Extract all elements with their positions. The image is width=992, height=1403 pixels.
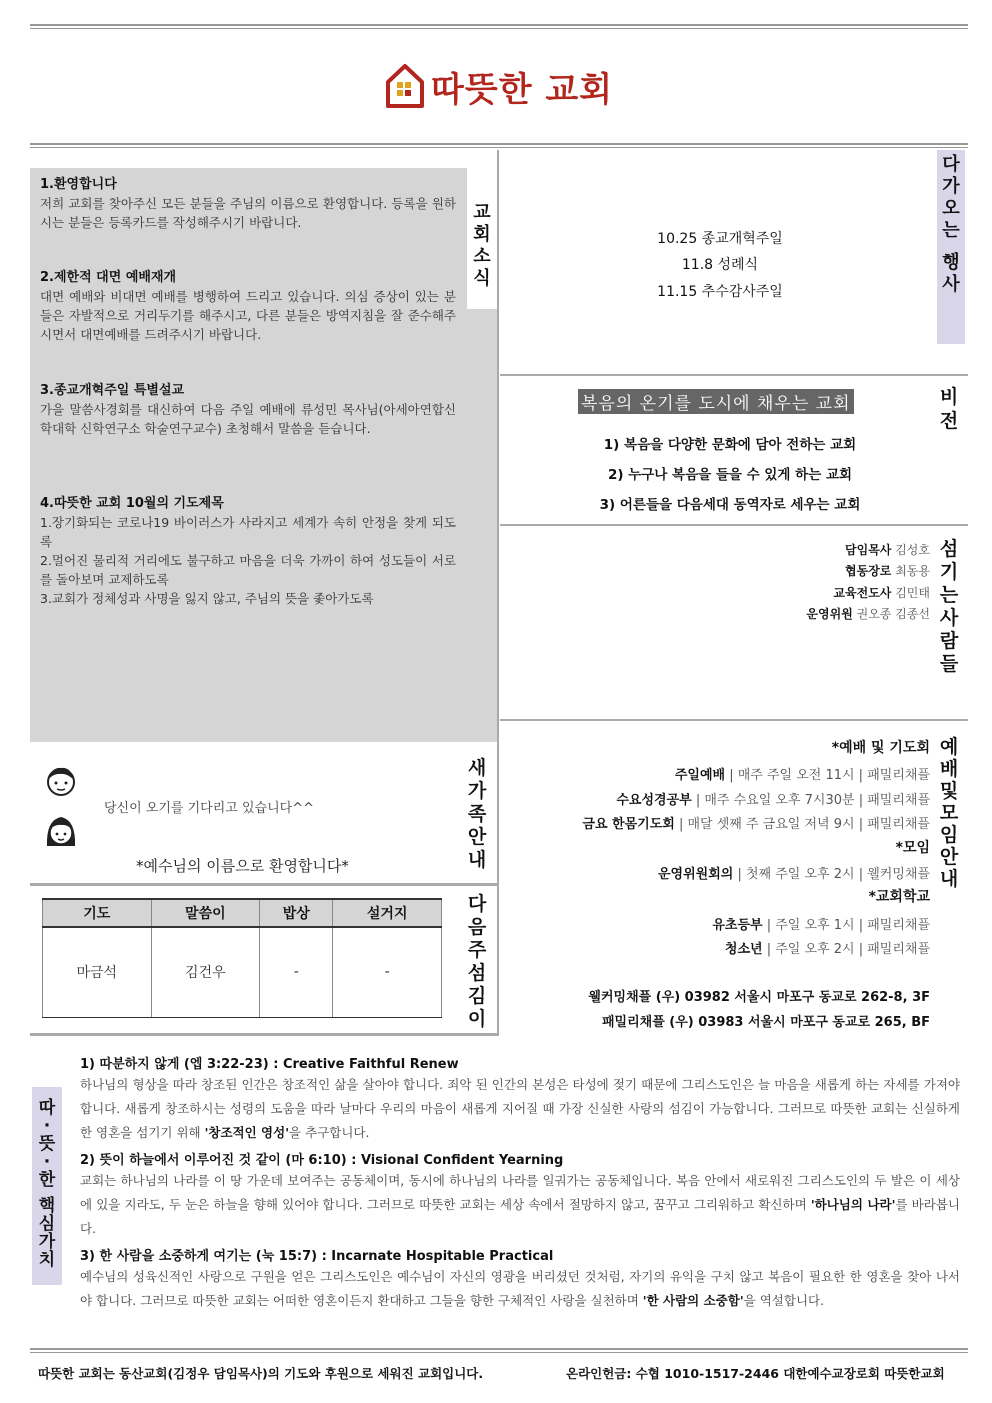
duty-cell: 김건우 [151,927,260,1017]
server-row: 교육전도사 김민태 [833,586,930,600]
newfamily-label: 새 가 족 안 내 [467,757,487,871]
duty-header: 설거지 [333,899,442,927]
event-item: 10.25 종교개혁주일 [657,231,783,247]
duty-header: 기도 [43,899,152,927]
vertical-divider [497,150,499,1035]
vision-item: 2) 누구나 복음을 들을 수 있게 하는 교회 [607,467,853,483]
duty-header: 말씀이 [151,899,260,927]
church-news-label: 교 회 소 식 [473,202,491,289]
worship-row: 금요 한몸기도회 | 매달 셋째 주 금요일 저녁 9시 | 패밀리채플 [582,817,930,832]
event-item: 11.15 추수감사주일 [657,284,783,300]
duty-header: 밥상 [260,899,333,927]
girl-avatar-icon [44,814,78,848]
logo-text: 따뜻한 교회 [431,69,614,110]
church-logo [385,56,625,116]
school-section-heading: *교회학교 [868,889,930,905]
worship-row: 주일예배 | 매주 주일 오전 11시 | 패밀리채플 [674,768,930,783]
newfamily-welcome: *예수님의 이름으로 환영합니다* [136,857,349,875]
event-item: 11.8 성례식 [681,257,759,273]
core-value-body: 예수님의 성육신적인 사랑으로 구원을 얻은 그리스도인은 예수님이 자신의 영광을 버리셨던 것처럼, 자기의 유익을 구치 않고 복음이 필요한 한 영혼을 찾아 나서야 합니다. 그러므로 따뜻한 교회는 어떠한 영혼이든지 환대하고 그들을 향한 구체적인 사랑을 실천하며 '한 사람의 소중함'을 역설합니다. [80,1269,960,1308]
duty-cell: - [333,927,442,1017]
footer-support-note: 따뜻한 교회는 동산교회(김정우 담임목사)의 기도와 후원으로 세워진 교회입니다. [38,1366,484,1381]
upcoming-events-label: 다 가 오 는 행 사 [937,150,965,344]
server-row: 운영위원 권오종 김종선 [806,607,930,621]
house-logo-icon [385,62,425,110]
footer-offering-account: 온라인헌금: 수협 1010-1517-2446 대한예수교장로회 따뜻한교회 [566,1366,945,1381]
vision-item: 3) 어른들을 다음세대 동역자로 세우는 교회 [599,497,861,513]
divider [500,719,968,721]
vision-label: 비 전 [939,386,959,432]
server-row: 협동장로 최동용 [845,564,930,578]
servers-label: 섬 기 는 사 람 들 [939,538,959,675]
boy-avatar-icon [44,764,78,798]
core-value-title: 2) 뜻이 하늘에서 이루어진 것 같이 (마 6:10) : Visional Confident Yearning [80,1153,564,1168]
newfamily-message: 당신이 오기를 기다리고 있습니다^^ [104,801,314,816]
meeting-row: 운영위원회의 | 첫째 주일 오후 2시 | 웰커밍채플 [657,867,930,882]
school-row: 청소년 | 주일 오후 2시 | 패밀리채플 [724,942,930,957]
news-item-1: 1.환영합니다 저희 교회를 찾아주신 모든 분들을 주님의 이름으로 환영합니다. 등록을 원하시는 분들은 등록카드를 작성해주시기 바랍니다. [40,177,456,230]
core-value-title: 1) 따분하지 않게 (엡 3:22-23) : Creative Faithful Renew [80,1057,459,1072]
divider [30,1033,499,1036]
church-news-panel [30,168,498,742]
worship-section-heading: *예배 및 기도회 [831,740,930,756]
church-news-label-box [467,168,497,309]
top-rule [30,24,968,29]
meeting-section-heading: *모임 [895,840,930,856]
vision-title: 복음의 온기를 도시에 채우는 교회 [578,389,854,414]
divider [30,883,498,886]
server-row: 담임목사 김성호 [845,543,930,557]
core-values-label: 따 · 뜻 · 한 핵 심 가 치 [32,1087,62,1285]
school-row: 유초등부 | 주일 오후 1시 | 패밀리채플 [712,918,930,933]
divider [500,524,968,526]
divider [500,374,968,376]
duty-label: 다 음 주 섬 김 이 [467,893,487,1030]
duty-cell: 마금석 [43,927,152,1017]
address-welcoming-chapel: 웰커밍채플 (우) 03982 서울시 마포구 동교로 262-8, 3F [588,990,930,1005]
header-rule [30,143,968,148]
news-item-3: 3.종교개혁주일 특별설교 가을 말씀사경회를 대신하여 다음 주일 예배에 류성민 목사님(아세아연합신학대학 신학연구소 학술연구교수) 초청해서 말씀을 듣습니다. [40,383,456,436]
core-value-title: 3) 한 사람을 소중하게 여기는 (눅 15:7) : Incarnate Hospitable Practical [80,1249,554,1264]
vision-item: 1) 복음을 다양한 문화에 담아 전하는 교회 [603,437,857,453]
footer-rule [30,1348,968,1353]
core-value-body: 교회는 하나님의 나라를 이 땅 가운데 보여주는 공동체이며, 동시에 하나님의 나라를 일궈가는 공동체입니다. 복음 안에서 새로워진 그리스도인의 두 발은 이 세상에 있을 지라도, 두 눈은 하늘을 향해 있어야 합니다. 그러므로 따뜻한 교회는 세상 속에서 절망하지 않고, 꿈꾸고 그리워하고 확신하며 '하나님의 나라'를 바라봅니다. [80,1173,960,1236]
next-week-duty-table [42,898,442,1018]
worship-label: 예 배 및 모 임 안 내 [939,736,959,890]
worship-row: 수요성경공부 | 매주 수요일 오후 7시30분 | 패밀리채플 [616,793,930,808]
address-family-chapel: 패밀리채플 (우) 03983 서울시 마포구 동교로 265, BF [601,1015,930,1030]
duty-cell: - [260,927,333,1017]
news-item-4: 4.따뜻한 교회 10월의 기도제목 1.장기화되는 코로나19 바이러스가 사라지고 세계가 속히 안정을 찾게 되도록 2.멀어진 물리적 거리에도 불구하고 마음을 더욱 가까이 하여 성도들이 서로를 돌아보며 교제하도록 3.교회가 정체성과 사명을 잃지 않고, 주님의 뜻을 좇아가도록 [40,496,456,606]
news-item-2: 2.제한적 대면 예배재개 대면 예배와 비대면 예배를 병행하여 드리고 있습니다. 의심 증상이 있는 분들은 자발적으로 거리두기를 해주시고, 다른 분들은 방역지침을 잘 준수해주시면서 대면예배를 드려주시기 바랍니다. [40,270,456,342]
core-value-body: 하나님의 형상을 따라 창조된 인간은 창조적인 삶을 살아야 합니다. 죄악 된 인간의 본성은 타성에 젖기 때문에 그리스도인은 늘 마음을 새롭게 하는 자세를 가져야합니다. 새롭게 창조하시는 성령의 도움을 따라 날마다 우리의 마음이 새롭게 지어질 때 가장 신실한 사랑의 섬김이 가능합니다. 그러므로 따뜻한 교회는 신실하게 한 영혼을 섬기기 위해 '창조적인 영성'을 추구합니다. [80,1077,961,1140]
